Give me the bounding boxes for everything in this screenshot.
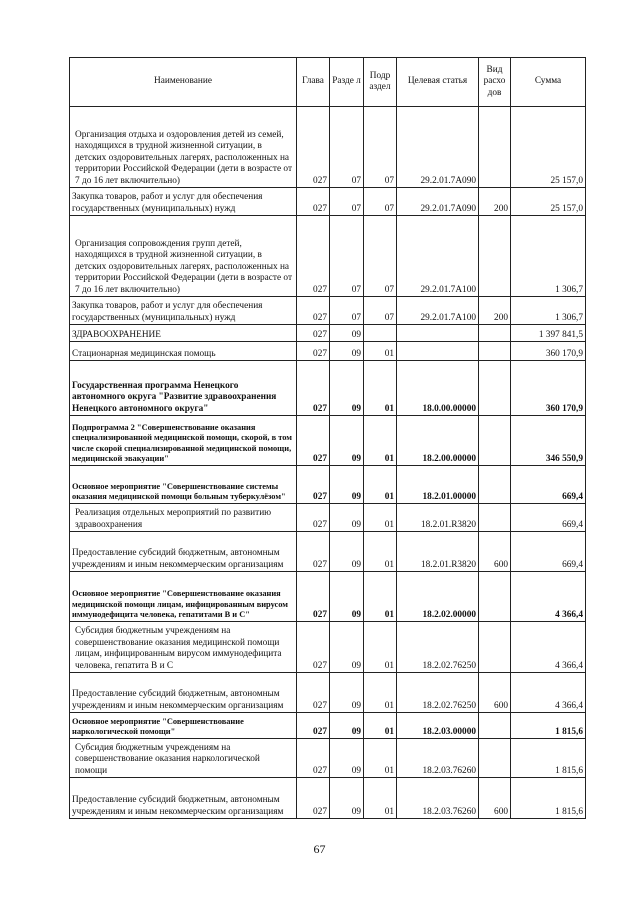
row-glava: 027 (297, 673, 330, 713)
row-article (397, 342, 479, 361)
row-glava: 027 (297, 416, 330, 466)
row-article: 18.2.02.76250 (397, 622, 479, 673)
row-sum: 25 157,0 (511, 188, 586, 216)
row-vid (479, 504, 511, 532)
row-glava: 027 (297, 188, 330, 216)
row-razdel: 09 (330, 532, 364, 572)
row-podrazdel: 01 (364, 466, 397, 504)
row-name: Государственная программа Ненецкого автономного округа "Развитие здравоохранения Ненецкого автономного округа" (70, 361, 297, 416)
budget-page (69, 57, 585, 819)
row-podrazdel: 01 (364, 572, 397, 622)
row-name: Подпрограмма 2 "Совершенствование оказания специализированной медицинской помощи, скорой, в том числе скорой специализированной медицинской помощи, медицинской эвакуации" (70, 416, 297, 466)
row-name: Предоставление субсидий бюджетным, автономным учреждениям и иным некоммерческим организациям (70, 532, 297, 572)
table-row (70, 342, 586, 361)
row-name: Организация отдыха и оздоровления детей из семей, находящихся в трудной жизненной ситуации, в детских оздоровительных лагерях, расположенных на территории Российской Федерации (дети в возрасте от 7 до 16 лет включительно) (70, 107, 297, 188)
row-article: 18.2.02.00000 (397, 572, 479, 622)
row-razdel: 07 (330, 297, 364, 325)
row-podrazdel: 01 (364, 622, 397, 673)
header-razdel: Разде л (330, 58, 364, 107)
row-vid (479, 739, 511, 778)
row-razdel: 09 (330, 361, 364, 416)
row-article: 18.2.02.76250 (397, 673, 479, 713)
row-article: 18.2.01.00000 (397, 466, 479, 504)
row-razdel: 09 (330, 739, 364, 778)
row-sum: 360 170,9 (511, 342, 586, 361)
row-razdel: 09 (330, 466, 364, 504)
table-header-row (70, 58, 586, 107)
row-vid: 200 (479, 297, 511, 325)
row-glava: 027 (297, 361, 330, 416)
table-row (70, 572, 586, 622)
row-podrazdel: 01 (364, 778, 397, 819)
row-glava: 027 (297, 739, 330, 778)
table-row (70, 325, 586, 342)
table-row (70, 532, 586, 572)
table-row (70, 466, 586, 504)
row-razdel: 09 (330, 622, 364, 673)
row-razdel: 07 (330, 216, 364, 297)
row-sum: 1 815,6 (511, 778, 586, 819)
row-podrazdel: 01 (364, 504, 397, 532)
table-row (70, 216, 586, 297)
row-razdel: 09 (330, 778, 364, 819)
row-podrazdel: 01 (364, 416, 397, 466)
row-glava: 027 (297, 342, 330, 361)
row-sum: 1 815,6 (511, 739, 586, 778)
row-article: 18.2.01.R3820 (397, 504, 479, 532)
row-glava: 027 (297, 778, 330, 819)
row-podrazdel: 01 (364, 713, 397, 739)
row-sum: 4 366,4 (511, 673, 586, 713)
row-vid: 600 (479, 673, 511, 713)
row-article: 18.2.03.76260 (397, 739, 479, 778)
row-name: ЗДРАВООХРАНЕНИЕ (70, 325, 297, 342)
row-podrazdel: 01 (364, 532, 397, 572)
header-name: Наименование (70, 58, 297, 107)
row-vid (479, 572, 511, 622)
row-sum: 4 366,4 (511, 572, 586, 622)
row-sum: 1 306,7 (511, 297, 586, 325)
row-article: 18.2.03.76260 (397, 778, 479, 819)
row-razdel: 07 (330, 107, 364, 188)
row-name: Основное мероприятие "Совершенствование системы оказания медицинской помощи больным туберкулёзом" (70, 466, 297, 504)
row-razdel: 09 (330, 713, 364, 739)
row-article: 29.2.01.7А100 (397, 216, 479, 297)
table-row (70, 107, 586, 188)
row-sum: 360 170,9 (511, 361, 586, 416)
row-name: Закупка товаров, работ и услуг для обеспечения государственных (муниципальных) нужд (70, 188, 297, 216)
row-glava: 027 (297, 504, 330, 532)
row-vid (479, 216, 511, 297)
row-podrazdel: 07 (364, 297, 397, 325)
table-row (70, 673, 586, 713)
row-razdel: 09 (330, 342, 364, 361)
budget-table (69, 57, 586, 819)
table-row (70, 622, 586, 673)
row-vid (479, 342, 511, 361)
row-name: Субсидия бюджетным учреждениям на совершенствование оказания наркологической помощи (70, 739, 297, 778)
row-glava: 027 (297, 572, 330, 622)
row-podrazdel: 07 (364, 188, 397, 216)
row-sum: 25 157,0 (511, 107, 586, 188)
row-glava: 027 (297, 622, 330, 673)
row-article: 18.0.00.00000 (397, 361, 479, 416)
row-sum: 1 397 841,5 (511, 325, 586, 342)
header-glava: Глава (297, 58, 330, 107)
row-razdel: 09 (330, 416, 364, 466)
row-vid (479, 713, 511, 739)
row-podrazdel: 01 (364, 673, 397, 713)
row-glava: 027 (297, 532, 330, 572)
row-vid (479, 325, 511, 342)
row-glava: 027 (297, 466, 330, 504)
row-sum: 669,4 (511, 532, 586, 572)
table-row (70, 297, 586, 325)
header-vid: Вид расхо дов (479, 58, 511, 107)
header-article: Целевая статья (397, 58, 479, 107)
row-vid (479, 361, 511, 416)
row-podrazdel: 07 (364, 216, 397, 297)
row-razdel: 09 (330, 572, 364, 622)
table-row (70, 739, 586, 778)
row-glava: 027 (297, 107, 330, 188)
row-sum: 669,4 (511, 466, 586, 504)
row-podrazdel: 07 (364, 107, 397, 188)
row-podrazdel: 01 (364, 361, 397, 416)
row-name: Основное мероприятие "Совершенствование наркологической помощи" (70, 713, 297, 739)
table-row (70, 778, 586, 819)
row-sum: 669,4 (511, 504, 586, 532)
row-name: Стационарная медицинская помощь (70, 342, 297, 361)
table-row (70, 188, 586, 216)
row-article: 18.2.00.00000 (397, 416, 479, 466)
row-name: Организация сопровождения групп детей, находящихся в трудной жизненной ситуации, в детских оздоровительных лагерях, расположенных на территории Российской Федерации (дети в возрасте от 7 до 16 лет включительно) (70, 216, 297, 297)
row-podrazdel (364, 325, 397, 342)
row-razdel: 07 (330, 188, 364, 216)
row-vid (479, 107, 511, 188)
row-name: Закупка товаров, работ и услуг для обеспечения государственных (муниципальных) нужд (70, 297, 297, 325)
table-row (70, 416, 586, 466)
table-row (70, 713, 586, 739)
row-glava: 027 (297, 713, 330, 739)
row-razdel: 09 (330, 325, 364, 342)
row-article: 29.2.01.7А090 (397, 188, 479, 216)
row-vid: 200 (479, 188, 511, 216)
row-razdel: 09 (330, 504, 364, 532)
row-sum: 1 815,6 (511, 713, 586, 739)
row-article: 29.2.01.7А100 (397, 297, 479, 325)
row-sum: 346 550,9 (511, 416, 586, 466)
row-article: 18.2.01.R3820 (397, 532, 479, 572)
row-name: Реализация отдельных мероприятий по развитию здравоохранения (70, 504, 297, 532)
row-glava: 027 (297, 216, 330, 297)
row-vid: 600 (479, 532, 511, 572)
row-article: 29.2.01.7А090 (397, 107, 479, 188)
row-vid (479, 466, 511, 504)
row-sum: 4 366,4 (511, 622, 586, 673)
page-number: 67 (313, 842, 326, 856)
row-article: 18.2.03.00000 (397, 713, 479, 739)
table-row (70, 361, 586, 416)
table-row (70, 504, 586, 532)
row-glava: 027 (297, 325, 330, 342)
row-podrazdel: 01 (364, 342, 397, 361)
row-vid (479, 416, 511, 466)
row-razdel: 09 (330, 673, 364, 713)
row-vid (479, 622, 511, 673)
row-sum: 1 306,7 (511, 216, 586, 297)
header-sum: Сумма (511, 58, 586, 107)
row-name: Предоставление субсидий бюджетным, автономным учреждениям и иным некоммерческим организациям (70, 673, 297, 713)
row-name: Предоставление субсидий бюджетным, автономным учреждениям и иным некоммерческим организациям (70, 778, 297, 819)
row-podrazdel: 01 (364, 739, 397, 778)
row-article (397, 325, 479, 342)
header-podrazdel: Подр аздел (364, 58, 397, 107)
row-glava: 027 (297, 297, 330, 325)
row-name: Субсидия бюджетным учреждениям на совершенствование оказания медицинской помощи лицам, инфицированным вирусом иммунодефицита человека, гепатита В и С (70, 622, 297, 673)
row-name: Основное мероприятие "Совершенствование оказания медицинской помощи лицам, инфицированным вирусом иммунодефицита человека, гепатитами В и С" (70, 572, 297, 622)
row-vid: 600 (479, 778, 511, 819)
